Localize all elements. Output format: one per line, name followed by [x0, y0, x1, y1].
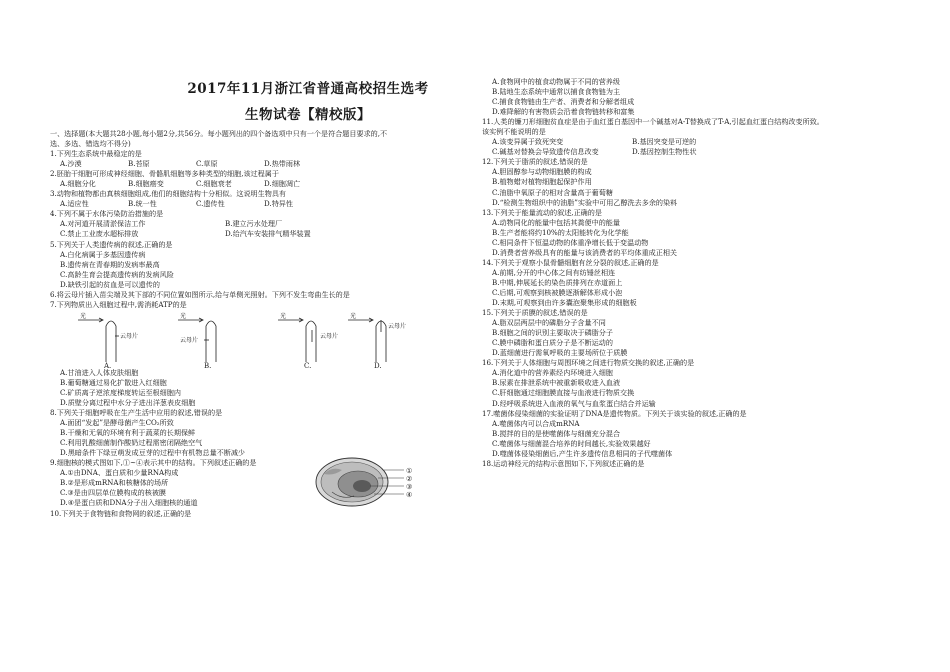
option: A.噬菌体内可以合成mRNA [492, 418, 580, 428]
option: A.①由DNA、蛋白质和少量RNA构成 [60, 468, 179, 478]
section-intro: 选、多选、错选均不得分) [50, 139, 131, 149]
option: D.黑暗条件下绿豆萌发成豆芽的过程中有机物总量不断减少 [60, 448, 246, 458]
option: C.碱基对替换会导致遗传信息改变 [492, 147, 599, 157]
question-stem: 17.噬菌体侵染细菌的实验证明了DNA是遗传物质。下列关于该实验的叙述,正确的是 [482, 408, 747, 418]
option-row [482, 137, 902, 147]
option: B.基因突变是可逆的 [632, 137, 697, 147]
figure-label: C. [304, 361, 312, 368]
option: D.经呼吸系统进入血液的氧气与血浆蛋白结合并运输 [492, 398, 656, 408]
option: C.矿质离子逆浓度梯度转运至根细胞内 [60, 387, 181, 397]
light-label: 光 [280, 312, 287, 320]
option: D.细胞凋亡 [264, 179, 301, 189]
option: B.生产者能将约10%的太阳能转化为化学能 [492, 227, 629, 237]
option: C.相同条件下恒温动物的体重净增长低于变温动物 [492, 237, 649, 247]
option-row [50, 179, 468, 189]
option: D.质壁分离过程中水分子进出洋葱表皮细胞 [60, 397, 196, 407]
question-stem: 10.下列关于食物链和食物网的叙述,正确的是 [50, 508, 192, 518]
option: B.葡萄糖通过易化扩散进入红细胞 [60, 377, 167, 387]
structure-label: ② [406, 475, 413, 484]
option: C.③是由四层单位膜构成的核被膜 [60, 488, 167, 498]
option: B.苔原 [128, 159, 150, 169]
option: B.中期,伸展延长的染色质排列在赤道面上 [492, 277, 623, 287]
option: C.遗传性 [196, 199, 225, 209]
mica-label: 云母片 [120, 332, 139, 340]
option: D.热带雨林 [264, 159, 301, 169]
q9-block [50, 458, 468, 508]
option: B.植物蜡对植物细胞起保护作用 [492, 177, 592, 187]
option: C.油脂中氧原子的相对含量高于葡萄糖 [492, 187, 613, 197]
option: C.草原 [196, 159, 218, 169]
option: A.对河道开展清淤保洁工作 [60, 219, 146, 229]
option: C.后期,可观察到核被膜逐渐解体形成小泡 [492, 287, 623, 297]
figure-label: A. [104, 361, 112, 368]
question-stem: 2.胚胎干细胞可形成神经细胞、骨骼肌细胞等多种类型的细胞,该过程属于 [50, 169, 279, 179]
option: A.该变异属于致死突变 [492, 137, 564, 147]
option: D.“检测生物组织中的油脂”实验中可用乙醇洗去多余的染料 [492, 197, 678, 207]
option: A.动物同化的能量中包括其粪便中的能量 [492, 217, 620, 227]
option-row [50, 229, 468, 239]
question-stem: 14.下列关于观察小鼠骨髓细胞有丝分裂的叙述,正确的是 [482, 257, 659, 267]
question-stem: 9.细胞核的模式图如下,①~④表示其中的结构。下列叙述正确的是 [50, 458, 257, 468]
option: C.细胞衰老 [196, 179, 232, 189]
option: D.基因控制生物性状 [632, 147, 697, 157]
option: B.细胞之间的识别主要取决于磷脂分子 [492, 328, 613, 338]
right-column [482, 0, 902, 672]
option: B.统一性 [128, 199, 157, 209]
question-stem: 18.运动神经元的结构示意图如下,下列叙述正确的是 [482, 458, 645, 468]
coleoptile-figure [58, 312, 438, 368]
option: D.噬菌体侵染细菌后,产生许多遗传信息相同的子代噬菌体 [492, 448, 673, 458]
question-stem: 该实例不能说明的是 [482, 127, 546, 137]
figure-label: B. [204, 361, 212, 368]
option: C.肝细胞通过细胞膜直接与血液进行物质交换 [492, 388, 635, 398]
question-stem: 8.下列关于细胞呼吸在生产生活中应用的叙述,错误的是 [50, 408, 223, 418]
question-stem: 12.下列关于脂质的叙述,错误的是 [482, 157, 588, 167]
option: A.胆固醇参与动物细胞膜的构成 [492, 167, 592, 177]
question-stem: 5.下列关于人类遗传病的叙述,正确的是 [50, 239, 173, 249]
question-stem: 7.下列物质出入细胞过程中,需消耗ATP的是 [50, 299, 187, 309]
question-stem: 6.将云母片插入苗尖端及其下部的不同位置如图所示,给与单侧光照射。下列不发生弯曲生长的是 [50, 289, 350, 299]
option: B.陆地生态系统中通常以捕食食物链为主 [492, 87, 621, 97]
option: B.遗传病在青春期的发病率最高 [60, 259, 160, 269]
option: B.搅拌的目的是使噬菌体与细菌充分混合 [492, 428, 621, 438]
option: C.捕食食物链由生产者、消费者和分解者组成 [492, 97, 635, 107]
exam-subtitle: 生物试卷【精校版】 [245, 107, 371, 123]
option-row [50, 199, 468, 209]
option: C.高龄生育会提高遗传病的发病风险 [60, 269, 174, 279]
question-stem: 16.下列关于人体细胞与周围环境之间进行物质交换的叙述,正确的是 [482, 358, 695, 368]
structure-label: ④ [406, 491, 413, 500]
left-body [50, 129, 468, 519]
option: D.难降解的有害物质会沿着食物链转移和富集 [492, 107, 635, 117]
option: C.利用乳酸细菌制作酸奶过程需密闭隔绝空气 [60, 438, 203, 448]
coleoptile-diagram [58, 312, 438, 368]
question-stem: 4.下列不属于水体污染防治措施的是 [50, 209, 164, 219]
option-row [50, 219, 468, 229]
option: D.缺铁引起的贫血是可以遗传的 [60, 279, 160, 289]
option: A.细胞分化 [60, 179, 96, 189]
option: C.禁止工业废水超标排放 [60, 229, 139, 239]
question-stem: 13.下列关于能量流动的叙述,正确的是 [482, 207, 602, 217]
option: D.④是蛋白质和DNA分子出入细胞核的通道 [60, 498, 198, 508]
structure-label: ③ [406, 483, 413, 492]
option: D.给汽车安装排气精华装置 [225, 229, 311, 239]
light-label: 光 [350, 312, 357, 320]
option: D.特异性 [264, 199, 293, 209]
option-row [50, 159, 468, 169]
right-body [482, 77, 902, 469]
nucleus-diagram [312, 456, 422, 508]
figure-label: D. [374, 361, 382, 368]
structure-label: ① [406, 467, 413, 476]
option: A.前期,分开的中心体之间有纺锤丝相连 [492, 267, 616, 277]
light-label: 光 [80, 312, 87, 320]
section-intro: 一、选择题(本大题共28小题,每小题2分,共56分。每小题列出的四个备选项中只有一个是符合题目要求的,不 [50, 129, 388, 138]
coleoptile-shape [106, 321, 116, 362]
option: A.面团“发起”是酵母菌产生CO₂所致 [60, 418, 174, 428]
question-stem: 11.人类的镰刀形细胞贫血症是由于血红蛋白基因中一个碱基对A-T替换成了T-A,引起血红蛋白结构改变所致。 [482, 117, 824, 127]
option: A.甘油进入人体皮肤细胞 [60, 367, 139, 377]
option: A.脂双层两层中的磷脂分子含量不同 [492, 318, 606, 328]
option-row [482, 147, 902, 157]
left-column [50, 0, 468, 672]
option: A.沙漠 [60, 159, 82, 169]
mica-label: 云母片 [388, 322, 407, 330]
option: D.蓝细菌进行需氧呼吸的主要场所位于质膜 [492, 348, 628, 358]
light-label: 光 [180, 312, 187, 320]
mica-label: 云母片 [320, 332, 339, 340]
option: A.适应性 [60, 199, 89, 209]
question-stem: 3.动物和植物都由真核细胞组成,他们的细胞结构十分相似。这说明生物具有 [50, 189, 287, 199]
mica-label: 云母片 [180, 336, 199, 344]
option: D.末期,可观察到由许多囊泡聚集形成的细胞板 [492, 298, 637, 308]
option: A.食物网中的植食动物属于不同的营养级 [492, 77, 620, 86]
option: B.尿素在排泄系统中被重新吸收进入血液 [492, 378, 621, 388]
option: A.白化病属于多基因遗传病 [60, 249, 146, 259]
exam-title: 2017年11月浙江省普通高校招生选考 [187, 81, 429, 97]
question-stem: 15.下列关于质膜的叙述,错误的是 [482, 308, 588, 318]
option: B.②是形成mRNA和核糖体的场所 [60, 478, 169, 488]
option: B.细胞癌变 [128, 179, 164, 189]
option: B.建立污水处理厂 [225, 219, 283, 229]
question-stem: 1.下列生态系统中最稳定的是 [50, 149, 142, 159]
option: C.膜中磷脂和蛋白质分子是不断运动的 [492, 338, 613, 348]
option: C.噬菌体与细菌混合培养的时间越长,实验效果越好 [492, 438, 651, 448]
option: B.干燥和无氧的环境有利于蔬菜的长期保鲜 [60, 428, 196, 438]
option: A.消化道中的营养素经内环境进入细胞 [492, 368, 613, 378]
option: D.消费者营养级具有的能量与该消费者的平均体重成正相关 [492, 247, 678, 257]
